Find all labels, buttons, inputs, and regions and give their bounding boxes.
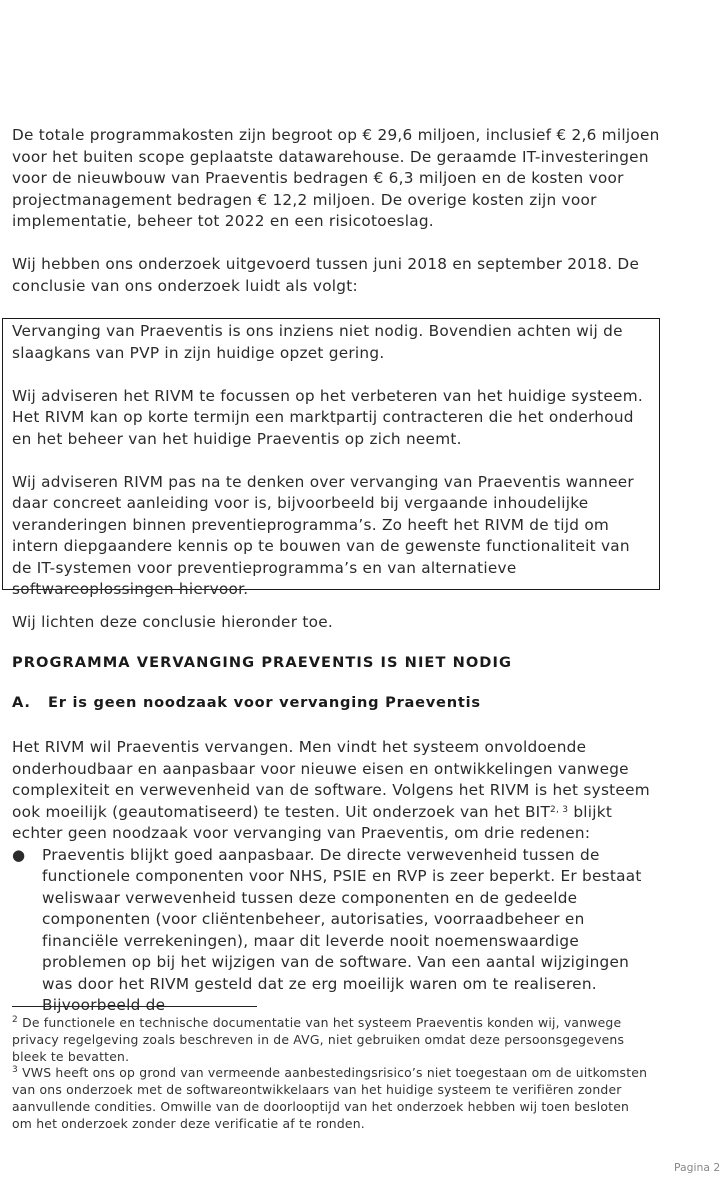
conclusion-lead-out: Wij lichten deze conclusie hieronder toe. — [12, 613, 333, 631]
body-paragraph — [12, 737, 662, 845]
intro-paragraph-research: Wij hebben ons onderzoek uitgevoerd tussen juni 2018 en september 2018. De conclusie van ons onderzoek luidt als volgt: — [12, 255, 640, 295]
footnote-number: 2 — [12, 1015, 18, 1025]
conclusion-paragraph: Wij adviseren het RIVM te focussen op het verbeteren van het huidige systeem. Het RIVM kan op korte termijn een marktpartij contracteren die het onderhoud en het beheer van het huidige Praeventis op zich neemt. — [12, 386, 643, 448]
footnote-number: 3 — [12, 1065, 18, 1076]
footnote-divider — [12, 1006, 257, 1007]
reasons-list — [12, 845, 662, 1017]
page-number: Pagina 2 — [674, 1161, 721, 1174]
list-item-text: Praeventis blijkt goed aanpasbaar. De directe verwevenheid tussen de functionele componenten voor NHS, PSIE en RVP is zeer beperkt. Er bestaat weliswaar verwevenheid tussen deze componenten en de gedeelde componenten (voor cliëntenbeheer, autorisaties, voorraadbeheer en financiële verrekeningen), maar dit leverde nooit noemenswaardige problemen op bij het wijzigen van de software. Van een aantal wijzigingen was door het RIVM gesteld dat ze erg moeilijk waren om te realiseren. Bijvoorbeeld de — [42, 845, 642, 1014]
footnote-text: VWS heeft ons op grond van vermeende aanbestedingsrisico’s niet toegestaan om de uitkomsten van ons onderzoek met de softwareontwikkelaars van het huidige systeem te verifiëren zonder aanvullende condities. Omwille van de doorlooptijd van het onderzoek hebben wij toen besloten om het onderzoek zonder deze verificatie af te ronden. — [12, 1065, 648, 1131]
body-section — [12, 737, 662, 1017]
list-item — [12, 845, 662, 1017]
footnote-ref-2-3[interactable]: 2, 3 — [550, 804, 569, 815]
footnote-text: De functionele en technische documentatie van het systeem Praeventis konden wij, vanwege privacy regelgeving zoals beschreven in de AVG, niet gebruiken omdat deze persoonsgegevens bleek te bevatten. — [12, 1015, 625, 1064]
subsection-letter: A. — [12, 694, 31, 711]
conclusion-paragraph: Wij adviseren RIVM pas na te denken over vervanging van Praeventis wanneer daar concreet aanleiding voor is, bijvoorbeeld bij vergaande inhoudelijke veranderingen binnen preventieprogramma’s. Zo heeft het RIVM de tijd om intern diepgaandere kennis op te bouwen van de gewenste functionaliteit van de IT-systemen voor preventieprogramma’s en van alternatieve softwareoplossingen hiervoor. — [12, 472, 634, 598]
section-heading: PROGRAMMA VERVANGING PRAEVENTIS IS NIET NODIG — [12, 654, 512, 671]
subsection-title: Er is geen noodzaak voor vervanging Praeventis — [48, 694, 481, 711]
intro-section — [12, 125, 662, 297]
body-text: Het RIVM wil Praeventis vervangen. Men vindt het systeem onvoldoende onderhoudbaar en aanpasbaar voor nieuwe eisen en ontwikkelingen vanwege complexiteit en verwevenheid van de software. Volgens het RIVM is het systeem ook moeilijk (geautomatiseerd) te testen. Uit onderzoek van het BIT — [12, 738, 650, 821]
subsection-heading — [12, 694, 481, 711]
conclusion-paragraph: Vervanging van Praeventis is ons inziens niet nodig. Bovendien achten wij de slaagkans van PVP in zijn huidige opzet gering. — [12, 322, 623, 362]
body-text: blijkt echter geen noodzaak voor vervanging van Praeventis, om drie redenen: — [12, 802, 613, 842]
bullet-icon: ● — [12, 845, 26, 864]
intro-paragraph-costs: De totale programmakosten zijn begroot op € 29,6 miljoen, inclusief € 2,6 miljoen voor het buiten scope geplaatste datawarehouse. De geraamde IT-investeringen voor de nieuwbouw van Praeventis bedragen € 6,3 miljoen en de kosten voor projectmanagement bedragen € 12,2 miljoen. De overige kosten zijn voor implementatie, beheer tot 2022 en een risicotoeslag. — [12, 126, 660, 230]
footnotes — [12, 1015, 652, 1133]
conclusion-box — [2, 318, 660, 598]
footnote-2 — [12, 1015, 652, 1065]
footnote-3 — [12, 1065, 652, 1132]
